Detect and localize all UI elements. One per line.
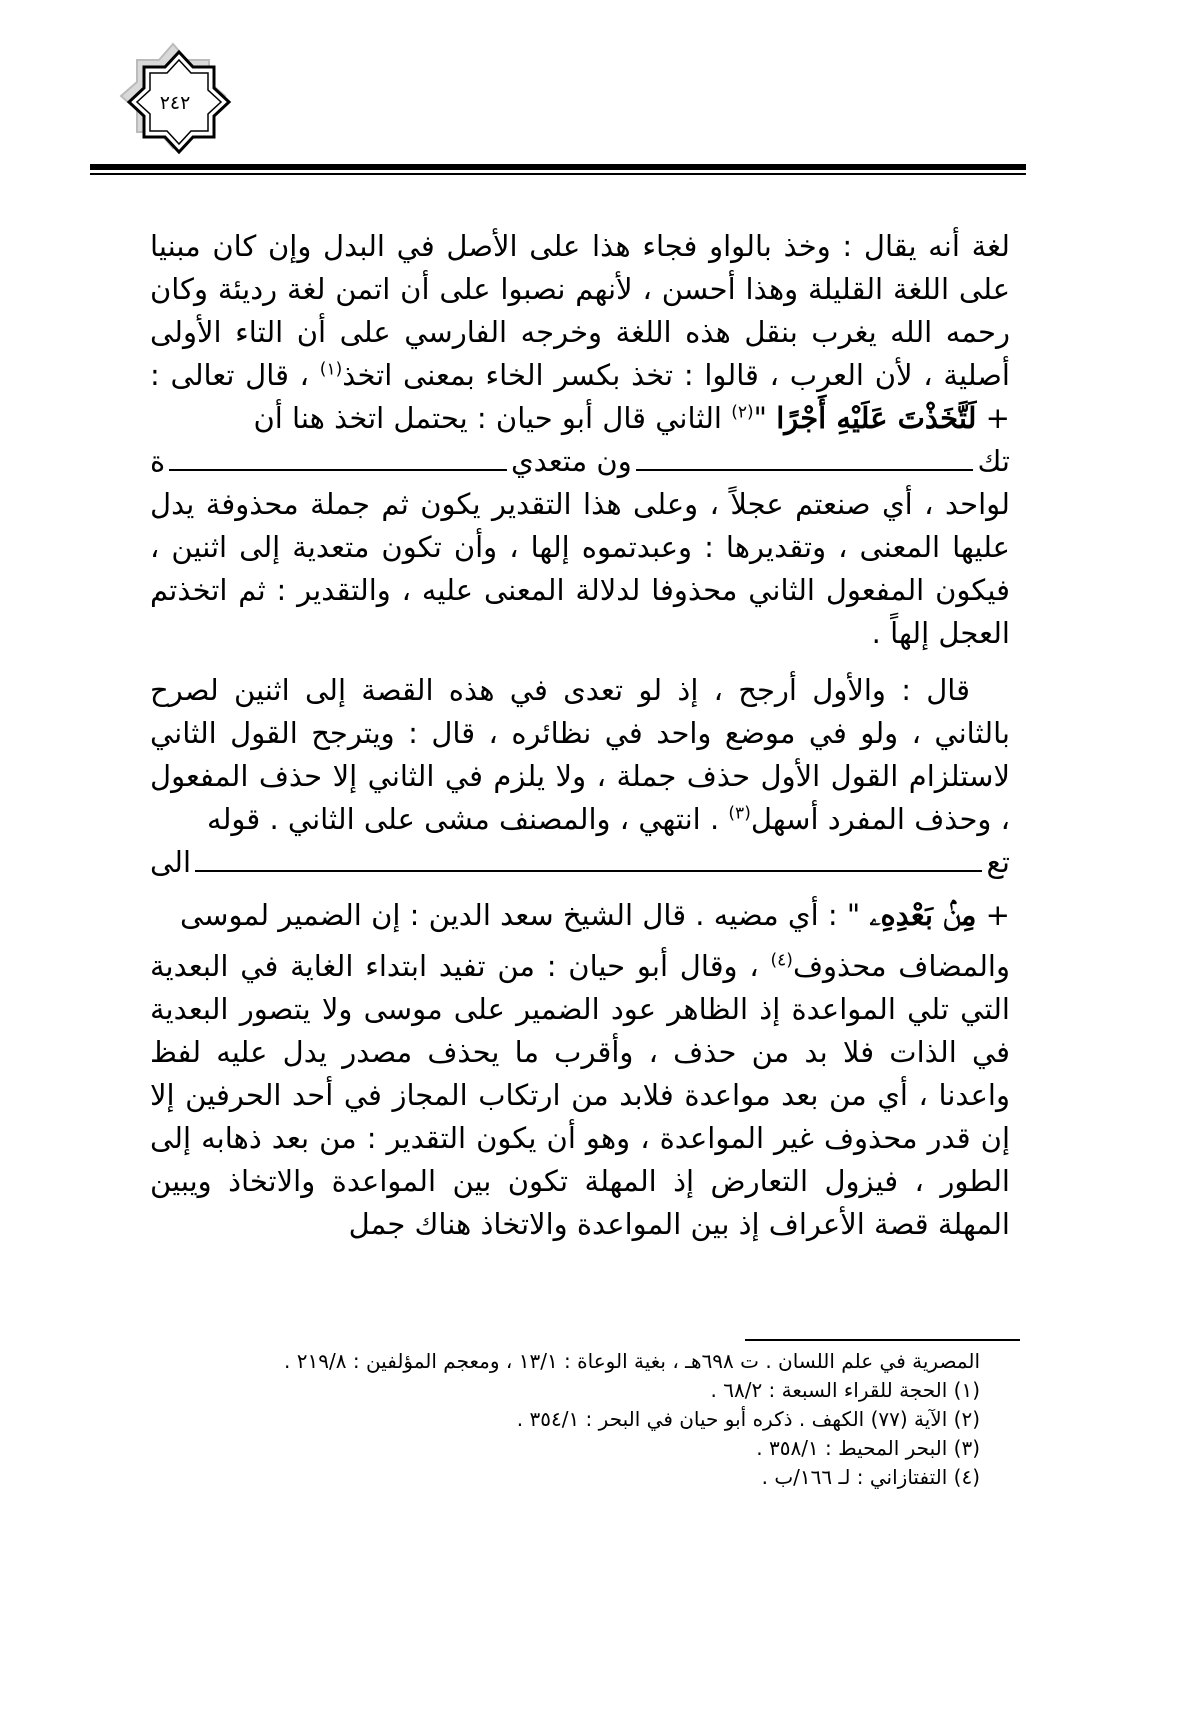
- footnotes: [150, 1347, 980, 1492]
- header-rule-thin: [90, 173, 1026, 175]
- kashida-rule: [636, 469, 974, 471]
- footnote-ref-3: (٣): [728, 803, 751, 824]
- paragraph-1-cont: [150, 483, 1010, 655]
- stretched-word-line: [150, 841, 1010, 884]
- text-run: قال : والأول أرجح ، إذ لو تعدى في هذه القصة إلى اثنين لصرح بالثاني ، ولو في موضع واحد في نظائره ، قال : ويترجح القول الثاني لاستلزام القول الأول حذف جملة ، ولا يلزم في الثاني إلا حذف المفعول ، وحذف المفرد أسهل: [150, 673, 1010, 836]
- footnote-ref-2: (٢): [731, 402, 754, 423]
- footnote-ref-1: (١): [319, 359, 343, 380]
- text-run: تع: [986, 845, 1010, 879]
- paragraph-2: [150, 669, 1010, 841]
- text-run: لغة أنه يقال : وخذ بالواو فجاء هذا على الأصل في البدل وإن كان مبنيا على اللغة القليلة وهذا أحسن ، لأنهم نصبوا على أن اتمن لغة رديئة وكان رحمه الله يغرب بنقل هذه اللغة وخرجه الفارسي على أن التاء الأولى أصلية ، لأن العرب ، قالوا : تخذ بكسر الخاء بمعنى اتخذ: [150, 229, 1010, 392]
- footnote-separator: [745, 1339, 1020, 1341]
- text-run: الثاني قال أبو حيان : يحتمل اتخذ هنا أن: [253, 401, 732, 435]
- quran-verse: مِنۢ بَعْدِهِۦ: [869, 898, 977, 932]
- footnote-4: (٤) التفتازاني : لـ ١٦٦/ب .: [761, 1465, 980, 1489]
- text-run: " : أي مضيه . قال الشيخ سعد الدين : إن الضمير لموسى: [180, 898, 870, 932]
- text-run: ، وقال أبو حيان : من تفيد ابتداء الغاية في البعدية التي تلي المواعدة إذ الظاهر عود الضمير على موسى ولا يتصور البعدية في الذات فلا بد من حذف ، وأقرب ما يحذف مصدر يدل عليه لفظ واعدنا ، أي من بعد مواعدة فلابد من ارتكاب المجاز في أحد الحرفين إلا إن قدر محذوف غير المواعدة ، وهو أن يكون التقدير : من بعد ذهابه إلى الطور ، فيزول التعارض إذ المهلة تكون بين المواعدة والاتخاذ ويبين المهلة قصة الأعراف إذ بين المواعدة والاتخاذ هناك جمل: [150, 949, 1010, 1241]
- text-run: . انتهي ، والمصنف مشى على الثاني . قوله: [207, 802, 729, 836]
- kashida-rule: [195, 870, 982, 872]
- text-run: الى: [150, 845, 192, 879]
- header-rule: [90, 164, 1026, 170]
- text-run: ": [753, 401, 777, 435]
- text-run: لواحد ، أي صنعتم عجلاً ، وعلى هذا التقدير يكون ثم جملة محذوفة يدل عليها المعنى ، وتقديرها : وعبدتموه إلها ، وأن تكون متعدية إلى اثنين ، فيكون المفعول الثاني محذوفا لدلالة المعنى عليه ، والتقدير : ثم اتخذتم العجل إلهاً .: [150, 487, 1010, 650]
- page-number-badge: [100, 40, 250, 160]
- paragraph-3: [150, 945, 1010, 1246]
- text-run: +: [976, 898, 1010, 932]
- paragraph-2-cont: [150, 894, 1010, 937]
- text-run: ون متعدي: [510, 444, 632, 478]
- footnote-3: (٣) البحر المحيط : ٣٥٨/١ .: [756, 1436, 980, 1460]
- footnote-continuation: المصرية في علم اللسان . ت ٦٩٨هـ ، بغية الوعاة : ١٣/١ ، ومعجم المؤلفين : ٢١٩/٨ .: [284, 1349, 980, 1373]
- footnote-ref-4: (٤): [770, 950, 793, 971]
- main-text: [150, 225, 1010, 1246]
- footnote-2: (٢) الآية (٧٧) الكهف . ذكره أبو حيان في البحر : ٣٥٤/١ .: [516, 1407, 980, 1431]
- stretched-word-line: [150, 440, 1010, 483]
- text-run: تك: [977, 444, 1010, 478]
- text-run: ة: [150, 444, 166, 478]
- text-run: ، قال تعالى : +: [150, 358, 1010, 435]
- page-number: ٢٤٢: [159, 92, 191, 114]
- kashida-rule: [169, 469, 507, 471]
- quran-verse: لَتَّخَذْتَ عَلَيْهِ أَجْرًا: [776, 401, 977, 435]
- paragraph-1: [150, 225, 1010, 440]
- text-run: والمضاف محذوف: [792, 949, 1010, 983]
- footnote-1: (١) الحجة للقراء السبعة : ٦٨/٢ .: [710, 1378, 980, 1402]
